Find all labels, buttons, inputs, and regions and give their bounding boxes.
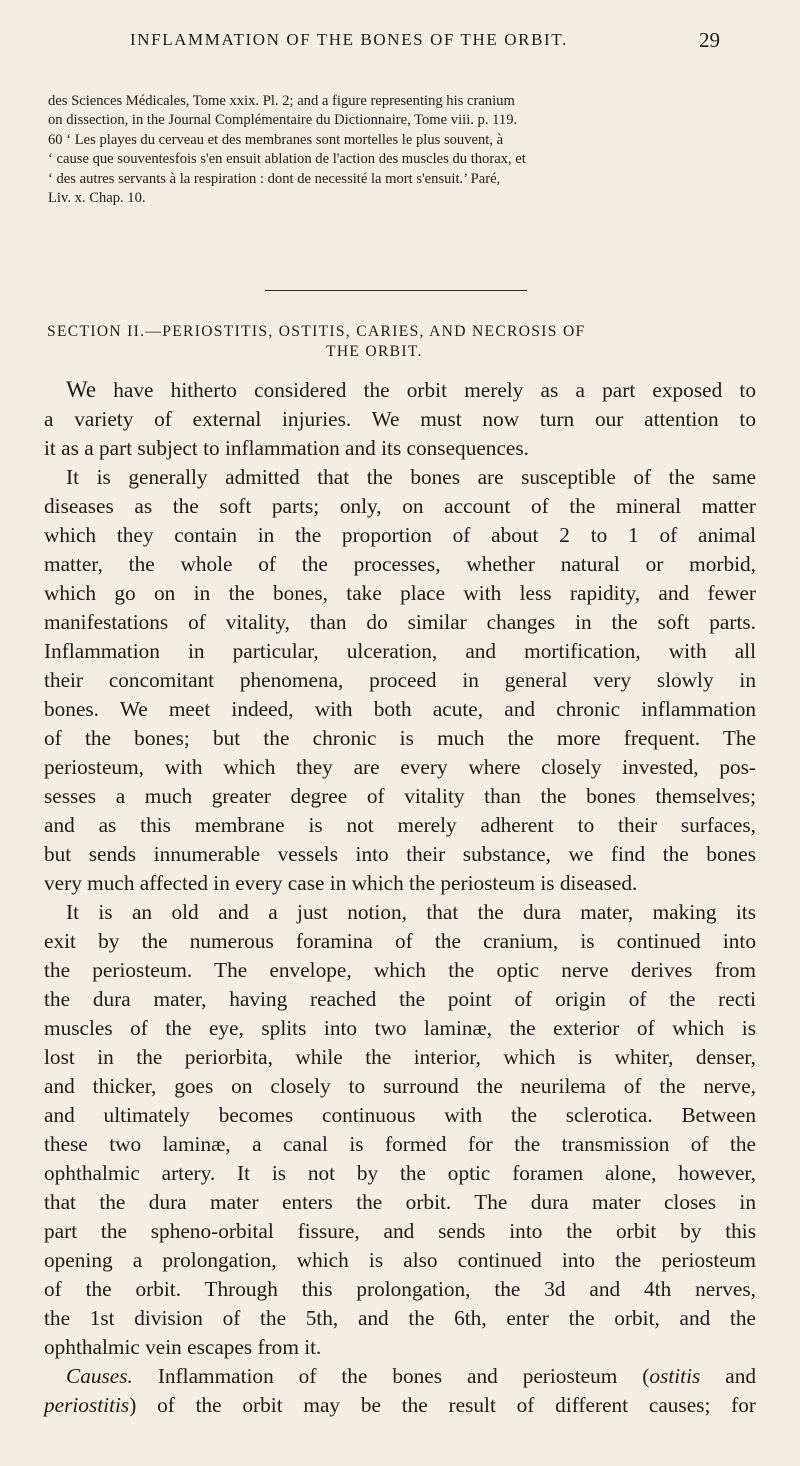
- text-line: sesses a much greater degree of vitality than the bones themselves;: [44, 784, 756, 808]
- text-span: Inflammation of the bones and periosteum (: [132, 1364, 650, 1388]
- text-line: the 1st division of the 5th, and the 6th, enter the orbit, and the: [44, 1306, 756, 1330]
- text-line: [44, 1390, 756, 1420]
- text-line: It is generally admitted that the bones are susceptible of the same: [66, 465, 756, 489]
- text-line: which go on in the bones, take place with less rapidity, and fewer: [44, 581, 756, 605]
- text-line: very much affected in every case in which the periosteum is diseased.: [44, 871, 638, 895]
- text-span: and: [700, 1364, 757, 1388]
- text-line: matter, the whole of the processes, whether natural or morbid,: [44, 552, 756, 576]
- text-line: these two laminæ, a canal is formed for the transmission of the: [44, 1132, 756, 1156]
- footnote-line: des Sciences Médicales, Tome xxix. Pl. 2; and a figure representing his cranium: [48, 93, 515, 109]
- text-line: of the bones; but the chronic is much the more frequent. The: [44, 726, 756, 750]
- text-line: a variety of external injuries. We must now turn our attention to: [44, 407, 756, 431]
- text-line: and as this membrane is not merely adherent to their surfaces,: [44, 813, 756, 837]
- text-line: their concomitant phenomena, proceed in general very slowly in: [44, 668, 756, 692]
- text-span: have hitherto considered the orbit merely as a part exposed to: [96, 378, 756, 402]
- text-line: ophthalmic artery. It is not by the optic foramen alone, however,: [44, 1161, 756, 1185]
- text-line: the dura mater, having reached the point of origin of the recti: [44, 987, 756, 1011]
- drop-word: We: [66, 377, 97, 402]
- text-line: bones. We meet indeed, with both acute, and chronic inflammation: [44, 697, 756, 721]
- page-number: 29: [699, 28, 720, 52]
- text-line: but sends innumerable vessels into their substance, we find the bones: [44, 842, 756, 866]
- text-line: Inflammation in particular, ulceration, and mortification, with all: [44, 639, 756, 663]
- separator-rule: [265, 290, 527, 291]
- text-line: that the dura mater enters the orbit. The dura mater closes in: [44, 1190, 756, 1214]
- text-line: of the orbit. Through this prolongation, the 3d and 4th nerves,: [44, 1277, 756, 1301]
- text-line: exit by the numerous foramina of the cranium, is continued into: [44, 929, 756, 953]
- text-line: it as a part subject to inflammation and its consequences.: [44, 436, 529, 460]
- text-line: diseases as the soft parts; only, on account of the mineral matter: [44, 494, 756, 518]
- text-line: and thicker, goes on closely to surround the neurilema of the nerve,: [44, 1074, 756, 1098]
- text-line: part the spheno-orbital fissure, and sends into the orbit by this: [44, 1219, 756, 1243]
- footnote-line: ‘ des autres servants à la respiration : dont de necessité la mort s'ensuit.’ Paré,: [48, 171, 501, 187]
- text-line: manifestations of vitality, than do similar changes in the soft parts.: [44, 610, 756, 634]
- text-line: lost in the periorbita, while the interior, which is whiter, denser,: [44, 1045, 756, 1069]
- text-line: and ultimately becomes continuous with the sclerotica. Between: [44, 1103, 756, 1127]
- text-line: ophthalmic vein escapes from it.: [44, 1335, 322, 1359]
- footnote-line: Liv. x. Chap. 10.: [48, 190, 146, 206]
- text-line: [66, 375, 756, 405]
- italic-term: periostitis: [44, 1393, 130, 1417]
- italic-term: ostitis: [649, 1364, 701, 1388]
- footnote-line: ‘ cause que souventesfois s'en ensuit ablation de l'action des muscles du thorax, et: [48, 151, 526, 167]
- text-span: ) of the orbit may be the result of different causes; for: [129, 1393, 756, 1417]
- footnote-line: on dissection, in the Journal Complémentaire du Dictionnaire, Tome viii. p. 119.: [48, 112, 518, 128]
- text-line: the periosteum. The envelope, which the optic nerve derives from: [44, 958, 756, 982]
- text-line: It is an old and a just notion, that the dura mater, making its: [66, 900, 756, 924]
- section-heading: SECTION II.—PERIOSTITIS, OSTITIS, CARIES, AND NECROSIS OF: [47, 323, 586, 340]
- text-line: which they contain in the proportion of about 2 to 1 of animal: [44, 523, 756, 547]
- text-line: periosteum, with which they are every where closely invested, pos-: [44, 755, 756, 779]
- text-line: [66, 1361, 756, 1391]
- footnote-line: 60 ‘ Les playes du cerveau et des membranes sont mortelles le plus souvent, à: [48, 132, 504, 148]
- section-heading-continued: THE ORBIT.: [326, 343, 423, 360]
- italic-heading: Causes.: [66, 1364, 133, 1388]
- text-line: muscles of the eye, splits into two laminæ, the exterior of which is: [44, 1016, 756, 1040]
- running-head: INFLAMMATION OF THE BONES OF THE ORBIT.: [130, 30, 568, 49]
- text-line: opening a prolongation, which is also continued into the periosteum: [44, 1248, 756, 1272]
